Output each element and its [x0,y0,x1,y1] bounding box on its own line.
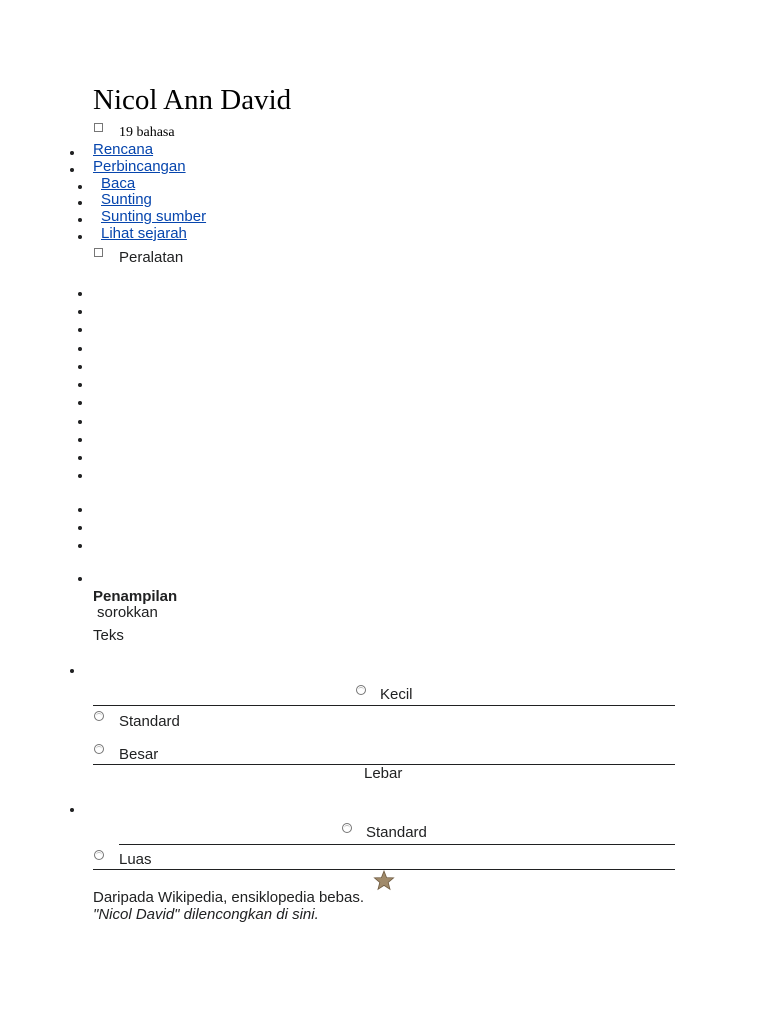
list-bullet [70,151,74,155]
appearance-hide-button[interactable]: sorokkan [97,604,158,621]
list-bullet [78,456,82,460]
width-wide-radio[interactable] [94,850,104,860]
list-bullet [78,292,82,296]
list-bullet [78,347,82,351]
list-bullet [70,168,74,172]
list-bullet [78,201,82,205]
text-size-large-radio[interactable] [94,744,104,754]
list-bullet [78,328,82,332]
list-bullet [78,420,82,424]
list-bullet [78,577,82,581]
list-bullet [78,218,82,222]
list-bullet [78,474,82,478]
language-count[interactable]: 19 bahasa [119,125,175,140]
language-toggle-checkbox[interactable] [94,123,103,132]
list-bullet [78,438,82,442]
tab-read[interactable]: Baca [101,175,136,192]
width-wide-label[interactable]: Luas [119,851,152,868]
width-standard-label[interactable]: Standard [366,824,427,841]
list-bullet [70,669,74,673]
width-standard-radio[interactable] [342,823,352,833]
list-bullet [78,185,82,189]
list-bullet [78,526,82,530]
tools-toggle-checkbox[interactable] [94,248,103,257]
tools-label[interactable]: Peralatan [119,249,184,266]
list-bullet [78,401,82,405]
list-bullet [78,383,82,387]
list-bullet [78,365,82,369]
list-bullet [78,235,82,239]
text-size-standard-radio[interactable] [94,711,104,721]
width-label: Lebar [364,765,403,782]
page-title: Nicol Ann David [93,84,292,116]
divider [93,705,675,706]
site-tagline: Daripada Wikipedia, ensiklopedia bebas. [93,889,364,906]
appearance-heading: Penampilan [93,588,178,605]
tab-article[interactable]: Rencana [93,141,154,158]
tab-talk[interactable]: Perbincangan [93,158,186,175]
divider [119,844,675,845]
list-bullet [78,544,82,548]
star-icon [373,870,395,891]
list-bullet [78,310,82,314]
text-size-small-radio[interactable] [356,685,366,695]
text-size-label: Teks [93,627,124,644]
list-bullet [70,808,74,812]
text-size-standard-label[interactable]: Standard [119,713,180,730]
tab-edit[interactable]: Sunting [101,191,152,208]
text-size-large-label[interactable]: Besar [119,746,159,763]
redirect-note: "Nicol David" dilencongkan di sini. [93,906,319,923]
tab-view-history[interactable]: Lihat sejarah [101,225,187,242]
list-bullet [78,508,82,512]
text-size-small-label[interactable]: Kecil [380,686,413,703]
tab-edit-source[interactable]: Sunting sumber [101,208,207,225]
